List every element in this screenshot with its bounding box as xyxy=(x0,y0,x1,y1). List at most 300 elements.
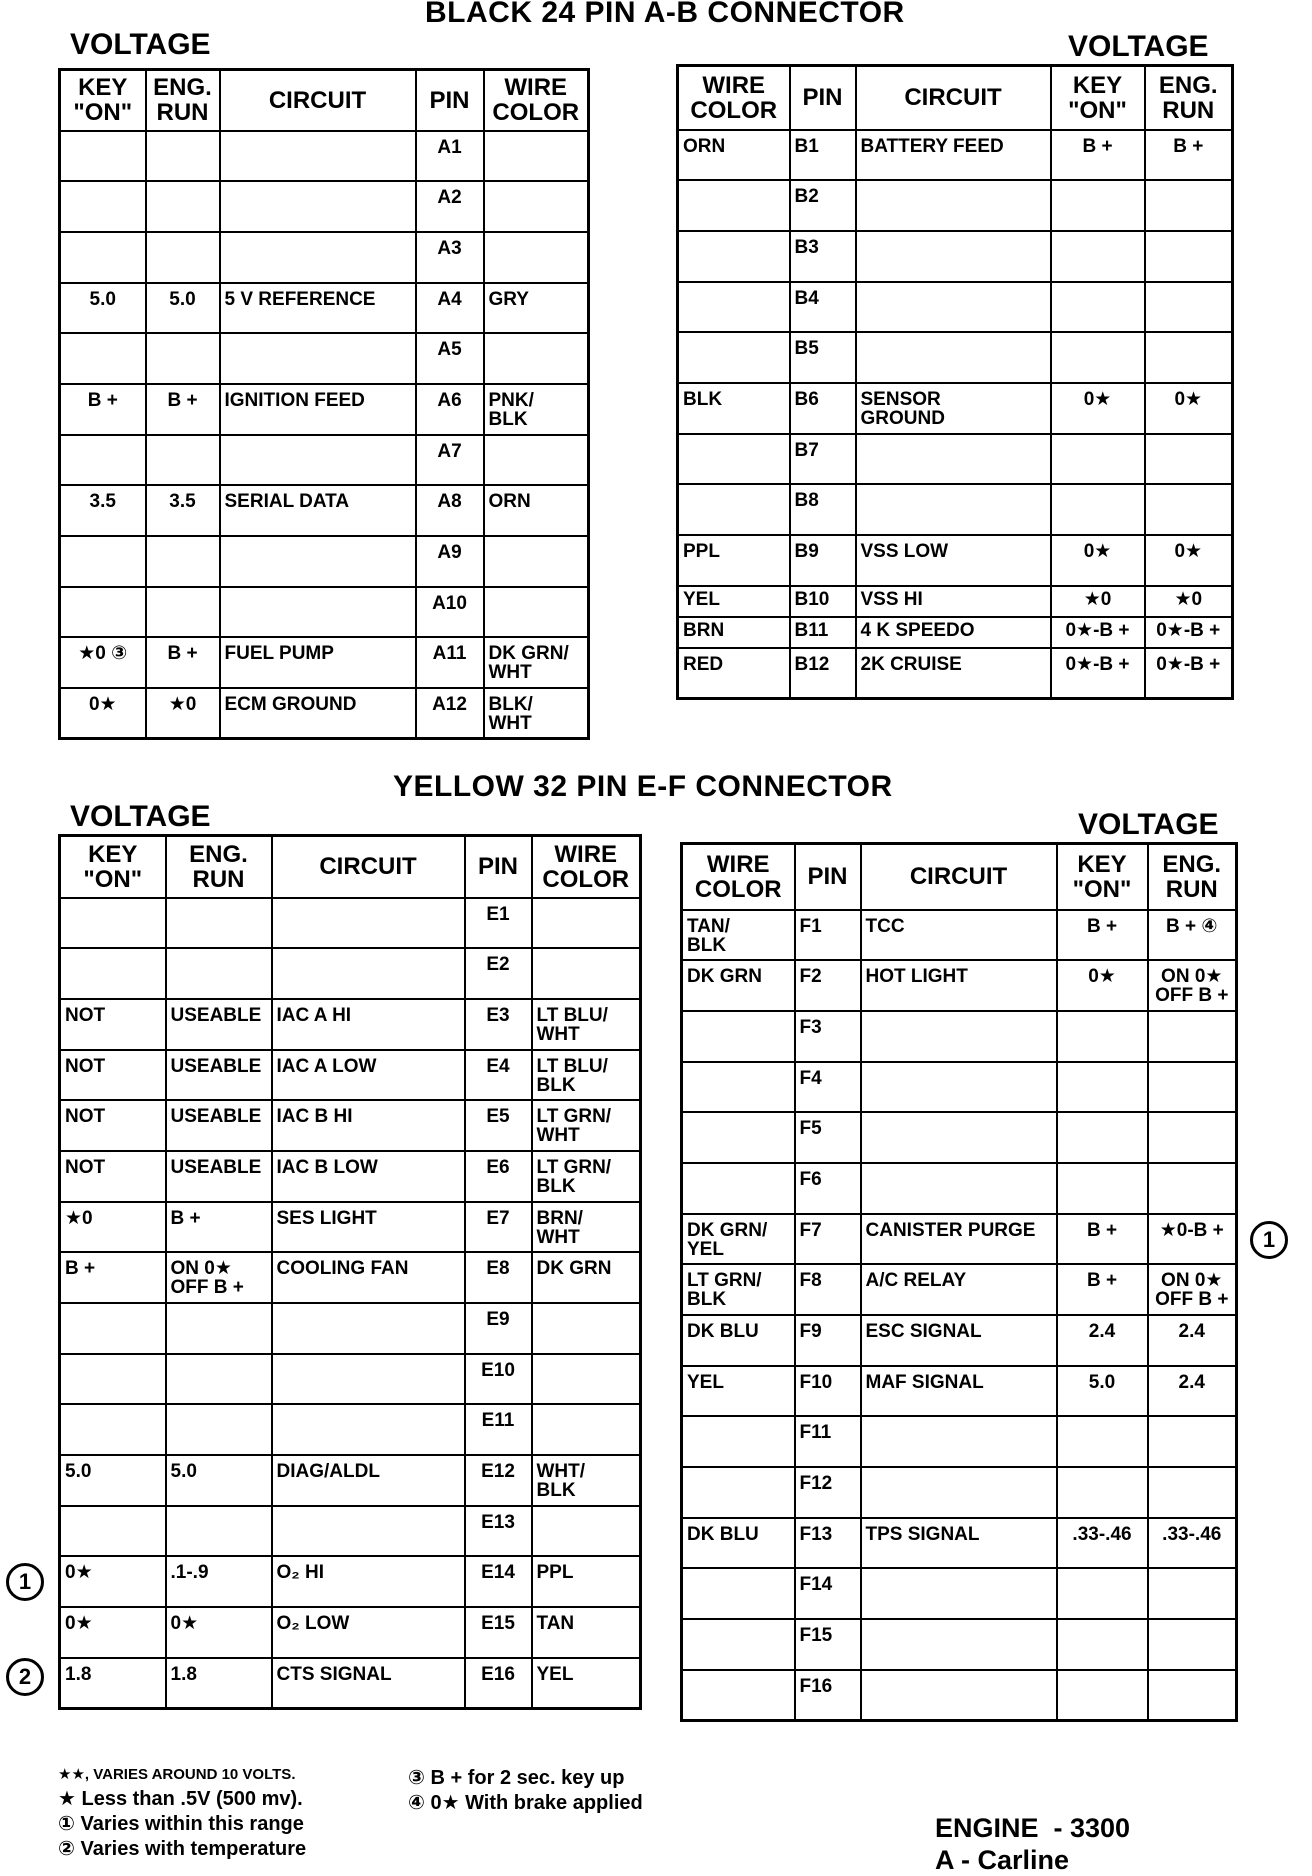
table-cell: 5.0 xyxy=(60,283,146,334)
table-cell: B + xyxy=(166,1202,272,1253)
column-header: PIN xyxy=(795,844,861,910)
table-cell xyxy=(166,1404,272,1455)
table-cell: F6 xyxy=(795,1163,861,1214)
table-cell xyxy=(146,131,220,182)
table-row xyxy=(682,1619,1237,1670)
table-cell xyxy=(146,181,220,232)
table-cell: ON 0★ OFF B + xyxy=(166,1252,272,1303)
table-cell xyxy=(1051,434,1145,485)
table-cell: USEABLE xyxy=(166,1100,272,1151)
table-cell xyxy=(678,231,790,282)
table-cell: VSS LOW xyxy=(856,535,1051,586)
table-row xyxy=(60,999,641,1050)
table-cell: 0★ xyxy=(60,1556,166,1607)
table-cell: A5 xyxy=(416,333,484,384)
table-cell: B2 xyxy=(790,180,856,231)
legend-note-2: ② Varies with temperature xyxy=(58,1838,307,1860)
table-cell: 5.0 xyxy=(146,283,220,334)
table-cell xyxy=(861,1163,1057,1214)
table-cell xyxy=(682,1112,795,1163)
table-cell xyxy=(1057,1568,1148,1619)
table-row xyxy=(678,617,1233,648)
table-cell xyxy=(146,587,220,638)
table-cell xyxy=(861,1112,1057,1163)
table-row xyxy=(60,1151,641,1202)
table-cell xyxy=(1057,1163,1148,1214)
table-cell xyxy=(1145,282,1233,333)
table-cell: ORN xyxy=(678,130,790,181)
table-cell xyxy=(861,1416,1057,1467)
table-cell xyxy=(856,484,1051,535)
table-cell: E2 xyxy=(465,948,532,999)
table-cell: E1 xyxy=(465,898,532,949)
table-cell: TAN xyxy=(532,1607,641,1658)
table-cell: DK BLU xyxy=(682,1518,795,1569)
table-cell: 0★ xyxy=(1051,535,1145,586)
table-row xyxy=(60,232,589,283)
table-cell: 5.0 xyxy=(1057,1366,1148,1417)
column-header: CIRCUIT xyxy=(272,836,465,898)
table-cell: BRN xyxy=(678,617,790,648)
table-cell xyxy=(1057,1112,1148,1163)
table-cell xyxy=(678,332,790,383)
table-cell: B4 xyxy=(790,282,856,333)
connector-ab-voltage-label-left: VOLTAGE xyxy=(70,28,211,61)
table-cell: BATTERY FEED xyxy=(856,130,1051,181)
table-row xyxy=(60,1050,641,1101)
table-cell: PPL xyxy=(532,1556,641,1607)
table-row xyxy=(60,333,589,384)
table-row xyxy=(678,383,1233,434)
table-cell xyxy=(1145,484,1233,535)
table-cell: B + xyxy=(146,637,220,688)
table-cell: F15 xyxy=(795,1619,861,1670)
table-cell xyxy=(682,1062,795,1113)
table-row xyxy=(682,1264,1237,1315)
table-cell: NOT xyxy=(60,1100,166,1151)
table-cell xyxy=(60,898,166,949)
table-cell: COOLING FAN xyxy=(272,1252,465,1303)
table-cell xyxy=(272,1404,465,1455)
table-cell: CTS SIGNAL xyxy=(272,1658,465,1709)
table-row xyxy=(682,1112,1237,1163)
table-row xyxy=(60,898,641,949)
table-row xyxy=(60,1607,641,1658)
table-cell: IGNITION FEED xyxy=(220,384,416,435)
table-cell: ★0 xyxy=(60,1202,166,1253)
table-cell xyxy=(60,536,146,587)
table-row xyxy=(678,130,1233,181)
table-cell xyxy=(146,435,220,486)
table-cell: ★0 xyxy=(146,688,220,739)
callout-e14-range: 1 xyxy=(6,1563,44,1601)
connector-ef-left-table xyxy=(58,834,642,1710)
table-cell xyxy=(678,180,790,231)
table-cell: NOT xyxy=(60,1151,166,1202)
table-cell xyxy=(856,231,1051,282)
table-cell xyxy=(1148,1670,1237,1721)
table-cell xyxy=(1148,1062,1237,1113)
table-cell: B9 xyxy=(790,535,856,586)
table-header-row xyxy=(60,70,589,131)
table-cell: F3 xyxy=(795,1011,861,1062)
table-header-row xyxy=(682,844,1237,910)
table-cell: E13 xyxy=(465,1506,532,1557)
table-row xyxy=(678,282,1233,333)
table-cell: 0★-B + xyxy=(1145,617,1233,648)
table-cell: SES LIGHT xyxy=(272,1202,465,1253)
table-cell: F8 xyxy=(795,1264,861,1315)
legend-notes-right xyxy=(408,1766,643,1816)
table-cell xyxy=(166,1354,272,1405)
table-cell: BRN/ WHT xyxy=(532,1202,641,1253)
table-cell xyxy=(1145,231,1233,282)
table-row xyxy=(60,1252,641,1303)
table-cell: 0★ xyxy=(60,1607,166,1658)
table-cell: GRY xyxy=(484,283,589,334)
table-cell xyxy=(532,898,641,949)
table-row xyxy=(682,1416,1237,1467)
table-cell: 5.0 xyxy=(166,1455,272,1506)
table-cell xyxy=(60,587,146,638)
table-row xyxy=(682,910,1237,961)
table-cell xyxy=(484,435,589,486)
table-cell: A2 xyxy=(416,181,484,232)
column-header: ENG. RUN xyxy=(166,836,272,898)
legend-double-star: ★★, VARIES AROUND 10 VOLTS. xyxy=(58,1766,296,1783)
table-cell: A1 xyxy=(416,131,484,182)
table-row xyxy=(678,648,1233,699)
connector-ef-voltage-label-right: VOLTAGE xyxy=(1078,808,1219,841)
table-row xyxy=(682,1315,1237,1366)
table-cell: E15 xyxy=(465,1607,532,1658)
table-row xyxy=(60,1455,641,1506)
table-row xyxy=(682,1467,1237,1518)
table-cell: ECM GROUND xyxy=(220,688,416,739)
table-cell: F9 xyxy=(795,1315,861,1366)
column-header: CIRCUIT xyxy=(861,844,1057,910)
table-cell: B + xyxy=(60,1252,166,1303)
table-cell: IAC A LOW xyxy=(272,1050,465,1101)
table-cell xyxy=(1051,282,1145,333)
table-cell xyxy=(682,1467,795,1518)
table-cell xyxy=(856,180,1051,231)
table-cell: A4 xyxy=(416,283,484,334)
table-cell xyxy=(682,1670,795,1721)
table-cell: YEL xyxy=(678,586,790,617)
table-cell xyxy=(1145,180,1233,231)
column-header: KEY "ON" xyxy=(60,70,146,131)
table-cell xyxy=(532,1303,641,1354)
table-cell xyxy=(60,948,166,999)
table-cell xyxy=(220,131,416,182)
table-row xyxy=(682,1214,1237,1265)
table-cell: NOT xyxy=(60,1050,166,1101)
column-header: KEY "ON" xyxy=(1057,844,1148,910)
callout-e16-temperature: 2 xyxy=(6,1658,44,1696)
table-cell xyxy=(1145,434,1233,485)
table-cell: LT BLU/ BLK xyxy=(532,1050,641,1101)
table-row xyxy=(682,1062,1237,1113)
table-cell: 2K CRUISE xyxy=(856,648,1051,699)
table-cell: B6 xyxy=(790,383,856,434)
table-cell xyxy=(678,434,790,485)
table-row xyxy=(678,535,1233,586)
table-cell: RED xyxy=(678,648,790,699)
table-cell xyxy=(1051,332,1145,383)
table-cell: TCC xyxy=(861,910,1057,961)
table-row xyxy=(60,1303,641,1354)
table-cell xyxy=(1148,1163,1237,1214)
table-cell xyxy=(682,1011,795,1062)
table-cell: 3.5 xyxy=(146,485,220,536)
table-cell: A6 xyxy=(416,384,484,435)
table-cell: 0★ xyxy=(1145,535,1233,586)
table-row xyxy=(678,484,1233,535)
table-cell xyxy=(60,1506,166,1557)
table-cell: IAC B HI xyxy=(272,1100,465,1151)
table-cell: F1 xyxy=(795,910,861,961)
table-cell: NOT xyxy=(60,999,166,1050)
table-cell xyxy=(682,1619,795,1670)
table-cell xyxy=(220,435,416,486)
table-cell: B3 xyxy=(790,231,856,282)
table-cell: 2.4 xyxy=(1057,1315,1148,1366)
table-cell: ★0 xyxy=(1051,586,1145,617)
table-cell: F5 xyxy=(795,1112,861,1163)
table-row xyxy=(60,1354,641,1405)
table-row xyxy=(682,1568,1237,1619)
table-row xyxy=(60,283,589,334)
table-cell: 2.4 xyxy=(1148,1315,1237,1366)
table-row xyxy=(60,637,589,688)
table-cell xyxy=(1057,1467,1148,1518)
column-header: KEY "ON" xyxy=(60,836,166,898)
table-cell: E4 xyxy=(465,1050,532,1101)
table-cell xyxy=(1148,1619,1237,1670)
table-cell: B10 xyxy=(790,586,856,617)
table-cell xyxy=(861,1670,1057,1721)
table-cell: SERIAL DATA xyxy=(220,485,416,536)
table-cell: 5 V REFERENCE xyxy=(220,283,416,334)
table-cell: TPS SIGNAL xyxy=(861,1518,1057,1569)
column-header: ENG. RUN xyxy=(146,70,220,131)
table-cell: MAF SIGNAL xyxy=(861,1366,1057,1417)
legend-star: ★ Less than .5V (500 mv). xyxy=(58,1788,303,1810)
table-cell: USEABLE xyxy=(166,999,272,1050)
table-cell: F12 xyxy=(795,1467,861,1518)
table-row xyxy=(678,332,1233,383)
table-cell xyxy=(60,1404,166,1455)
table-cell: YEL xyxy=(532,1658,641,1709)
connector-ab-title: BLACK 24 PIN A-B CONNECTOR xyxy=(425,0,905,29)
table-cell: 3.5 xyxy=(60,485,146,536)
table-row xyxy=(60,948,641,999)
table-row xyxy=(60,1658,641,1709)
table-cell xyxy=(532,1354,641,1405)
connector-ab-right-table xyxy=(676,64,1234,700)
table-cell: .33-.46 xyxy=(1057,1518,1148,1569)
table-cell xyxy=(220,181,416,232)
table-cell xyxy=(272,1354,465,1405)
table-cell: B5 xyxy=(790,332,856,383)
table-cell: B12 xyxy=(790,648,856,699)
table-cell: ESC SIGNAL xyxy=(861,1315,1057,1366)
table-cell: USEABLE xyxy=(166,1050,272,1101)
table-cell xyxy=(484,587,589,638)
table-row xyxy=(60,384,589,435)
column-header: PIN xyxy=(465,836,532,898)
table-cell: B + xyxy=(146,384,220,435)
table-cell xyxy=(60,1303,166,1354)
table-cell: 0★ xyxy=(166,1607,272,1658)
table-cell xyxy=(484,131,589,182)
table-cell xyxy=(1057,1670,1148,1721)
table-cell xyxy=(1057,1062,1148,1113)
table-cell: 0★ xyxy=(1145,383,1233,434)
column-header: PIN xyxy=(790,66,856,130)
table-cell: FUEL PUMP xyxy=(220,637,416,688)
table-cell xyxy=(861,1467,1057,1518)
table-cell: DK GRN xyxy=(532,1252,641,1303)
table-cell: USEABLE xyxy=(166,1151,272,1202)
table-row xyxy=(682,1163,1237,1214)
table-cell: A10 xyxy=(416,587,484,638)
table-cell xyxy=(60,1354,166,1405)
table-cell xyxy=(60,181,146,232)
table-row xyxy=(60,1506,641,1557)
table-cell: A8 xyxy=(416,485,484,536)
table-cell: 1.8 xyxy=(166,1658,272,1709)
table-cell: HOT LIGHT xyxy=(861,960,1057,1011)
table-cell: E5 xyxy=(465,1100,532,1151)
table-cell xyxy=(861,1619,1057,1670)
table-row xyxy=(60,1202,641,1253)
legend-notes-left xyxy=(58,1762,306,1862)
table-cell: LT GRN/ BLK xyxy=(682,1264,795,1315)
table-cell: BLK/ WHT xyxy=(484,688,589,739)
table-cell: 5.0 xyxy=(60,1455,166,1506)
table-row xyxy=(60,688,589,739)
table-cell: E14 xyxy=(465,1556,532,1607)
callout-f7-range: 1 xyxy=(1250,1221,1288,1259)
table-cell: B1 xyxy=(790,130,856,181)
table-cell: F14 xyxy=(795,1568,861,1619)
table-cell xyxy=(678,484,790,535)
table-cell: F10 xyxy=(795,1366,861,1417)
table-cell: DK GRN/ WHT xyxy=(484,637,589,688)
table-cell xyxy=(166,1303,272,1354)
table-cell xyxy=(532,1506,641,1557)
table-cell xyxy=(484,333,589,384)
table-cell xyxy=(60,435,146,486)
engine-code: ENGINE - 3300 xyxy=(935,1813,1131,1843)
table-cell: F16 xyxy=(795,1670,861,1721)
table-cell xyxy=(220,587,416,638)
table-cell: 0★-B + xyxy=(1145,648,1233,699)
table-row xyxy=(60,536,589,587)
table-cell xyxy=(532,948,641,999)
engine-carline: A - Carline xyxy=(935,1845,1070,1875)
table-row xyxy=(678,180,1233,231)
table-cell: A/C RELAY xyxy=(861,1264,1057,1315)
table-cell: TAN/ BLK xyxy=(682,910,795,961)
table-cell xyxy=(682,1416,795,1467)
table-cell: ON 0★ OFF B + xyxy=(1148,960,1237,1011)
table-cell: E12 xyxy=(465,1455,532,1506)
table-cell: 4 K SPEEDO xyxy=(856,617,1051,648)
table-cell: E3 xyxy=(465,999,532,1050)
column-header: ENG. RUN xyxy=(1145,66,1233,130)
table-cell: A11 xyxy=(416,637,484,688)
table-cell xyxy=(220,232,416,283)
table-cell: 0★ xyxy=(1051,383,1145,434)
table-cell: ON 0★ OFF B + xyxy=(1148,1264,1237,1315)
table-row xyxy=(60,587,589,638)
table-cell: LT GRN/ WHT xyxy=(532,1100,641,1151)
table-cell xyxy=(484,232,589,283)
table-cell xyxy=(60,131,146,182)
table-cell: DK BLU xyxy=(682,1315,795,1366)
table-cell: B + xyxy=(60,384,146,435)
legend-note-4: ④ 0★ With brake applied xyxy=(408,1792,643,1814)
table-cell xyxy=(146,333,220,384)
table-row xyxy=(682,960,1237,1011)
table-cell xyxy=(484,181,589,232)
column-header: WIRE COLOR xyxy=(682,844,795,910)
table-cell: DIAG/ALDL xyxy=(272,1455,465,1506)
table-cell: B8 xyxy=(790,484,856,535)
table-cell: SENSOR GROUND xyxy=(856,383,1051,434)
table-row xyxy=(60,131,589,182)
table-cell: B + xyxy=(1057,910,1148,961)
table-cell: O₂ LOW xyxy=(272,1607,465,1658)
table-cell xyxy=(861,1011,1057,1062)
table-cell xyxy=(1057,1011,1148,1062)
table-cell: 0★ xyxy=(1057,960,1148,1011)
table-row xyxy=(60,485,589,536)
table-cell: .1-.9 xyxy=(166,1556,272,1607)
table-cell: DK GRN xyxy=(682,960,795,1011)
column-header: WIRE COLOR xyxy=(678,66,790,130)
connector-ef-right-table xyxy=(680,842,1238,1722)
legend-note-1: ① Varies within this range xyxy=(58,1813,304,1835)
table-cell xyxy=(532,1404,641,1455)
table-cell xyxy=(856,434,1051,485)
table-cell: PPL xyxy=(678,535,790,586)
table-cell: B + xyxy=(1145,130,1233,181)
table-cell: BLK xyxy=(678,383,790,434)
table-cell: ★0 xyxy=(1145,586,1233,617)
table-cell: B7 xyxy=(790,434,856,485)
column-header: WIRE COLOR xyxy=(532,836,641,898)
table-cell: B + xyxy=(1057,1264,1148,1315)
table-cell xyxy=(272,948,465,999)
column-header: ENG. RUN xyxy=(1148,844,1237,910)
table-row xyxy=(682,1518,1237,1569)
table-cell: F2 xyxy=(795,960,861,1011)
table-row xyxy=(60,1556,641,1607)
legend-note-3: ③ B + for 2 sec. key up xyxy=(408,1767,625,1789)
table-cell xyxy=(1051,180,1145,231)
table-cell: E9 xyxy=(465,1303,532,1354)
table-cell: IAC B LOW xyxy=(272,1151,465,1202)
table-row xyxy=(60,1404,641,1455)
table-cell xyxy=(1145,332,1233,383)
table-cell xyxy=(678,282,790,333)
column-header: KEY "ON" xyxy=(1051,66,1145,130)
table-cell xyxy=(272,1303,465,1354)
